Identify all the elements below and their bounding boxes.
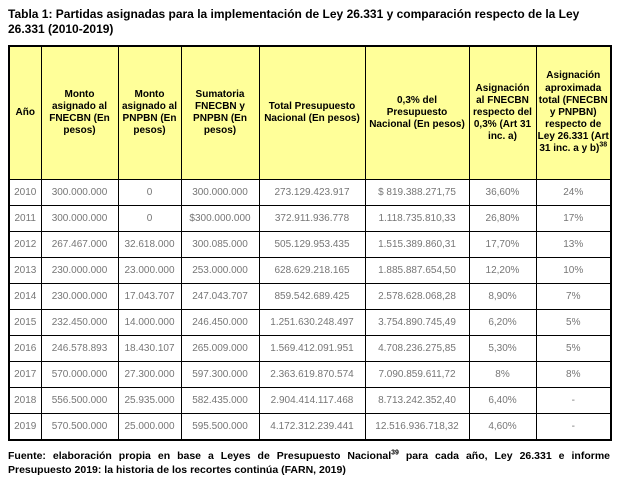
value-cell: 265.009.000 bbox=[181, 336, 259, 362]
table-row bbox=[9, 388, 611, 414]
value-cell: 372.911.936.778 bbox=[259, 206, 365, 232]
year-cell: 2014 bbox=[9, 284, 41, 310]
value-cell: 300.000.000 bbox=[41, 180, 118, 206]
year-cell: 2018 bbox=[9, 388, 41, 414]
year-cell: 2019 bbox=[9, 414, 41, 441]
value-cell: 0 bbox=[118, 206, 181, 232]
column-header-4 bbox=[259, 46, 365, 180]
value-cell: 597.300.000 bbox=[181, 362, 259, 388]
column-header-7 bbox=[536, 46, 611, 180]
value-cell: 3.754.890.745,49 bbox=[365, 310, 469, 336]
column-header-2 bbox=[118, 46, 181, 180]
value-cell: 5,30% bbox=[469, 336, 536, 362]
value-cell: 12,20% bbox=[469, 258, 536, 284]
table-row bbox=[9, 284, 611, 310]
value-cell: 18.430.107 bbox=[118, 336, 181, 362]
value-cell: 595.500.000 bbox=[181, 414, 259, 441]
value-cell: 2.363.619.870.574 bbox=[259, 362, 365, 388]
value-cell: 8.713.242.352,40 bbox=[365, 388, 469, 414]
table-row bbox=[9, 310, 611, 336]
column-header-label: Asignación aproximada total (FNECBN y PNPBN) respecto de Ley 26.331 (Art 31 inc. a y b) bbox=[537, 70, 609, 155]
value-cell: 8% bbox=[536, 362, 611, 388]
year-cell: 2012 bbox=[9, 232, 41, 258]
table-row bbox=[9, 180, 611, 206]
value-cell: 505.129.953.435 bbox=[259, 232, 365, 258]
column-header-1 bbox=[41, 46, 118, 180]
value-cell: 2.578.628.068,28 bbox=[365, 284, 469, 310]
value-cell: 17% bbox=[536, 206, 611, 232]
source-text: Fuente: elaboración propia en base a Leyes de Presupuesto Nacional bbox=[8, 450, 392, 462]
column-header-label: 0,3% del Presupuesto Nacional (En pesos) bbox=[369, 94, 465, 131]
value-cell: 6,40% bbox=[469, 388, 536, 414]
value-cell: 230.000.000 bbox=[41, 284, 118, 310]
column-header-5 bbox=[365, 46, 469, 180]
year-cell: 2015 bbox=[9, 310, 41, 336]
table-row bbox=[9, 414, 611, 441]
value-cell: 13% bbox=[536, 232, 611, 258]
table-body bbox=[9, 180, 611, 441]
value-cell: 246.578.893 bbox=[41, 336, 118, 362]
value-cell: 300.085.000 bbox=[181, 232, 259, 258]
value-cell: 556.500.000 bbox=[41, 388, 118, 414]
value-cell: 7.090.859.611,72 bbox=[365, 362, 469, 388]
value-cell: 10% bbox=[536, 258, 611, 284]
column-header-label: Sumatoria FNECBN y PNPBN (En pesos) bbox=[193, 88, 247, 137]
year-cell: 2016 bbox=[9, 336, 41, 362]
value-cell: 1.118.735.810,33 bbox=[365, 206, 469, 232]
value-cell: 23.000.000 bbox=[118, 258, 181, 284]
table-row bbox=[9, 336, 611, 362]
value-cell: - bbox=[536, 388, 611, 414]
year-cell: 2017 bbox=[9, 362, 41, 388]
value-cell: 246.450.000 bbox=[181, 310, 259, 336]
value-cell: 17.043.707 bbox=[118, 284, 181, 310]
value-cell: 25.000.000 bbox=[118, 414, 181, 441]
value-cell: 267.467.000 bbox=[41, 232, 118, 258]
value-cell: 300.000.000 bbox=[181, 180, 259, 206]
column-header-label: Total Presupuesto Nacional (En pesos) bbox=[264, 100, 360, 124]
value-cell: 1.569.412.091.951 bbox=[259, 336, 365, 362]
value-cell: 5% bbox=[536, 336, 611, 362]
value-cell: 0 bbox=[118, 180, 181, 206]
table-header-row bbox=[9, 46, 611, 180]
value-cell: 628.629.218.165 bbox=[259, 258, 365, 284]
column-header-label: Monto asignado al PNPBN (En pesos) bbox=[121, 88, 177, 137]
column-header-3 bbox=[181, 46, 259, 180]
value-cell: 4.708.236.275,85 bbox=[365, 336, 469, 362]
column-header-label: Año bbox=[15, 106, 35, 118]
budget-table bbox=[8, 45, 612, 441]
value-cell: 27.300.000 bbox=[118, 362, 181, 388]
column-header-0 bbox=[9, 46, 41, 180]
value-cell: 253.000.000 bbox=[181, 258, 259, 284]
source-text-continued: para cada año, Ley 26.331 e informe Presupuesto 2019: la historia de los recortes continúa (FARN, 2019) bbox=[8, 450, 610, 477]
value-cell: 2.904.414.117.468 bbox=[259, 388, 365, 414]
value-cell: 570.500.000 bbox=[41, 414, 118, 441]
value-cell: $ 819.388.271,75 bbox=[365, 180, 469, 206]
table-row bbox=[9, 206, 611, 232]
year-cell: 2013 bbox=[9, 258, 41, 284]
value-cell: 582.435.000 bbox=[181, 388, 259, 414]
table-row bbox=[9, 232, 611, 258]
value-cell: 8,90% bbox=[469, 284, 536, 310]
footnote-ref: 38 bbox=[599, 142, 608, 150]
column-header-label: Asignación al FNECBN respecto del 0,3% (Art 31 inc. a) bbox=[473, 82, 532, 143]
value-cell: 4,60% bbox=[469, 414, 536, 441]
value-cell: 570.000.000 bbox=[41, 362, 118, 388]
value-cell: 247.043.707 bbox=[181, 284, 259, 310]
value-cell: 230.000.000 bbox=[41, 258, 118, 284]
value-cell: 12.516.936.718,32 bbox=[365, 414, 469, 441]
value-cell: 36,60% bbox=[469, 180, 536, 206]
source-note bbox=[8, 449, 610, 477]
value-cell: - bbox=[536, 414, 611, 441]
value-cell: 8% bbox=[469, 362, 536, 388]
value-cell: 32.618.000 bbox=[118, 232, 181, 258]
value-cell: 5% bbox=[536, 310, 611, 336]
value-cell: $300.000.000 bbox=[181, 206, 259, 232]
table-row bbox=[9, 362, 611, 388]
year-cell: 2011 bbox=[9, 206, 41, 232]
value-cell: 232.450.000 bbox=[41, 310, 118, 336]
value-cell: 6,20% bbox=[469, 310, 536, 336]
value-cell: 273.129.423.917 bbox=[259, 180, 365, 206]
table-title: Tabla 1: Partidas asignadas para la implementación de Ley 26.331 y comparación respecto de la Ley 26.331 (2010-2019) bbox=[8, 7, 580, 36]
value-cell: 7% bbox=[536, 284, 611, 310]
value-cell: 25.935.000 bbox=[118, 388, 181, 414]
table-row bbox=[9, 258, 611, 284]
value-cell: 24% bbox=[536, 180, 611, 206]
value-cell: 26,80% bbox=[469, 206, 536, 232]
value-cell: 4.172.312.239.441 bbox=[259, 414, 365, 441]
value-cell: 859.542.689.425 bbox=[259, 284, 365, 310]
value-cell: 1.251.630.248.497 bbox=[259, 310, 365, 336]
value-cell: 1.515.389.860,31 bbox=[365, 232, 469, 258]
footnote-ref: 39 bbox=[391, 449, 399, 457]
year-cell: 2010 bbox=[9, 180, 41, 206]
value-cell: 17,70% bbox=[469, 232, 536, 258]
value-cell: 1.885.887.654,50 bbox=[365, 258, 469, 284]
value-cell: 14.000.000 bbox=[118, 310, 181, 336]
column-header-6 bbox=[469, 46, 536, 180]
column-header-label: Monto asignado al FNECBN (En pesos) bbox=[49, 88, 110, 137]
value-cell: 300.000.000 bbox=[41, 206, 118, 232]
